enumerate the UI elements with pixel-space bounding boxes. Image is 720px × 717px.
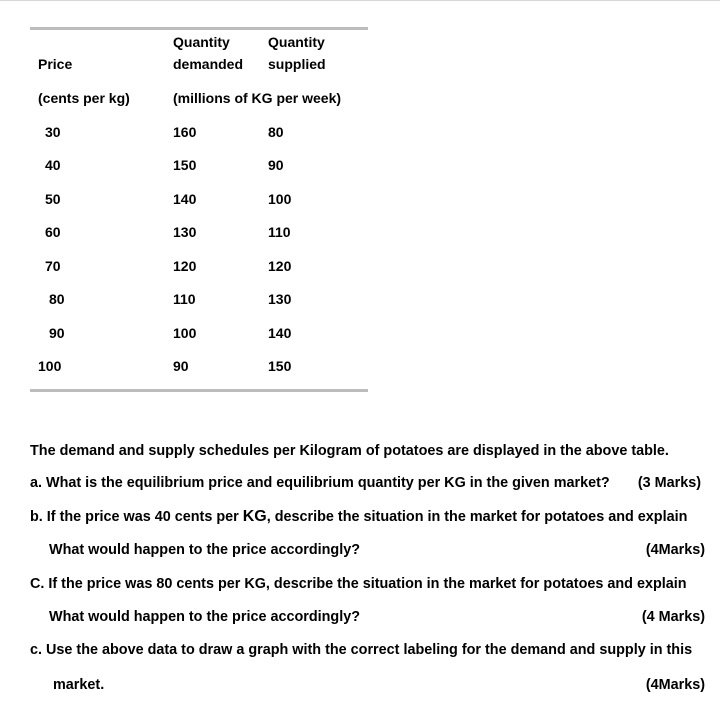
cell-supplied: 120 bbox=[268, 258, 292, 274]
question-b-line1 bbox=[30, 508, 687, 526]
question-a-marks: (3 Marks) bbox=[637, 475, 701, 491]
questions-intro: The demand and supply schedules per Kilogram of potatoes are displayed in the above table. bbox=[30, 443, 669, 459]
question-b-line1-pre: b. If the price was 40 cents per bbox=[30, 509, 243, 525]
header-quantity-unit: (millions of KG per week) bbox=[173, 90, 342, 106]
header-price: Price bbox=[38, 56, 73, 72]
table-row bbox=[0, 291, 400, 308]
table-row bbox=[0, 191, 400, 208]
table-row bbox=[0, 325, 400, 342]
cell-supplied: 130 bbox=[268, 291, 292, 307]
question-b-line1-post: , describe the situation in the market for potatoes and explain bbox=[266, 509, 688, 525]
cell-demanded: 100 bbox=[173, 325, 197, 341]
cell-demanded: 140 bbox=[173, 191, 197, 207]
header-price-unit: (cents per kg) bbox=[38, 90, 130, 106]
question-c1-line2: What would happen to the price accordingly? bbox=[49, 609, 361, 625]
cell-demanded: 150 bbox=[173, 157, 197, 173]
top-border bbox=[0, 0, 720, 1]
question-b-line2: What would happen to the price accordingly? bbox=[49, 542, 361, 558]
table-row bbox=[0, 258, 400, 275]
cell-demanded: 90 bbox=[173, 358, 189, 374]
cell-price: 60 bbox=[45, 224, 61, 240]
table-bottom-rule bbox=[30, 389, 368, 392]
cell-price: 100 bbox=[38, 358, 62, 374]
table-row bbox=[0, 224, 400, 241]
header-qs-line2: supplied bbox=[268, 56, 326, 72]
cell-supplied: 110 bbox=[268, 224, 291, 240]
cell-supplied: 80 bbox=[268, 124, 284, 140]
cell-price: 70 bbox=[45, 258, 61, 274]
question-c2-marks: (4Marks) bbox=[645, 677, 705, 693]
cell-demanded: 160 bbox=[173, 124, 197, 140]
cell-price: 40 bbox=[45, 157, 61, 173]
cell-price: 30 bbox=[45, 124, 61, 140]
cell-demanded: 120 bbox=[173, 258, 197, 274]
question-c1-marks: (4 Marks) bbox=[641, 609, 705, 625]
cell-supplied: 100 bbox=[268, 191, 292, 207]
cell-price: 90 bbox=[49, 325, 65, 341]
cell-price: 50 bbox=[45, 191, 61, 207]
cell-demanded: 130 bbox=[173, 224, 197, 240]
question-c2-line2: market. bbox=[53, 677, 105, 693]
question-b-marks: (4Marks) bbox=[645, 542, 705, 558]
question-c1-line1: C. If the price was 80 cents per KG, describe the situation in the market for potatoes and explain bbox=[30, 576, 687, 592]
header-qd-line1: Quantity bbox=[173, 34, 230, 50]
cell-supplied: 150 bbox=[268, 358, 292, 374]
table-top-rule bbox=[30, 27, 368, 30]
question-c2-line1: c. Use the above data to draw a graph with the correct labeling for the demand and supply in this bbox=[30, 642, 693, 658]
question-b-line1-kg: KG bbox=[242, 508, 267, 525]
table-row bbox=[0, 358, 400, 375]
header-qd-line2: demanded bbox=[173, 56, 244, 72]
header-qs-line1: Quantity bbox=[268, 34, 325, 50]
cell-demanded: 110 bbox=[173, 291, 196, 307]
table-row bbox=[0, 157, 400, 174]
question-a: a. What is the equilibrium price and equilibrium quantity per KG in the given market? bbox=[30, 475, 610, 491]
table-row bbox=[0, 124, 400, 141]
cell-price: 80 bbox=[49, 291, 65, 307]
cell-supplied: 90 bbox=[268, 157, 284, 173]
cell-supplied: 140 bbox=[268, 325, 292, 341]
